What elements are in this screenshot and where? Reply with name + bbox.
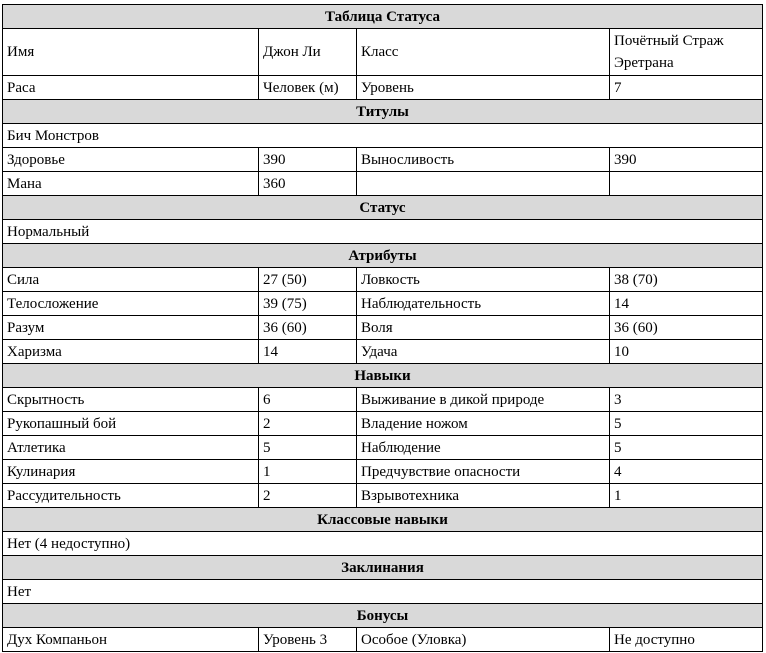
race-value: Человек (м)	[259, 76, 357, 100]
section-header-bonuses	[3, 604, 763, 628]
table-row	[3, 220, 763, 244]
skill-label: Выживание в дикой природе	[357, 388, 610, 412]
attribute-value: 36 (60)	[259, 316, 357, 340]
skill-value: 6	[259, 388, 357, 412]
attribute-value: 38 (70)	[610, 268, 763, 292]
skill-value: 4	[610, 460, 763, 484]
attribute-value: 39 (75)	[259, 292, 357, 316]
table-row	[3, 340, 763, 364]
attribute-value: 36 (60)	[610, 316, 763, 340]
table-title: Таблица Статуса	[3, 5, 763, 29]
stamina-label: Выносливость	[357, 148, 610, 172]
table-row	[3, 124, 763, 148]
skill-value: 2	[259, 484, 357, 508]
section-header-titles	[3, 100, 763, 124]
skill-label: Кулинария	[3, 460, 259, 484]
health-label: Здоровье	[3, 148, 259, 172]
skill-label: Наблюдение	[357, 436, 610, 460]
class-label: Класс	[357, 29, 610, 76]
bonuses-header: Бонусы	[3, 604, 763, 628]
empty-cell	[357, 172, 610, 196]
attribute-value: 14	[610, 292, 763, 316]
class-value: Почётный Страж Эретрана	[610, 29, 763, 76]
status-table	[2, 4, 763, 652]
attribute-label: Удача	[357, 340, 610, 364]
table-row	[3, 628, 763, 652]
section-header-skills	[3, 364, 763, 388]
attribute-value: 27 (50)	[259, 268, 357, 292]
skill-value: 5	[610, 436, 763, 460]
table-row	[3, 436, 763, 460]
table-row	[3, 316, 763, 340]
stamina-value: 390	[610, 148, 763, 172]
table-row	[3, 29, 763, 76]
name-value: Джон Ли	[259, 29, 357, 76]
status-value: Нормальный	[3, 220, 763, 244]
spells-header: Заклинания	[3, 556, 763, 580]
attribute-label: Телосложение	[3, 292, 259, 316]
table-row	[3, 172, 763, 196]
table-row	[3, 268, 763, 292]
health-value: 390	[259, 148, 357, 172]
table-row	[3, 148, 763, 172]
level-label: Уровень	[357, 76, 610, 100]
spells-value: Нет	[3, 580, 763, 604]
bonus-value: Уровень 3	[259, 628, 357, 652]
section-header-attributes	[3, 244, 763, 268]
skill-label: Владение ножом	[357, 412, 610, 436]
table-row	[3, 460, 763, 484]
titles-header: Титулы	[3, 100, 763, 124]
class-skills-header: Классовые навыки	[3, 508, 763, 532]
status-header: Статус	[3, 196, 763, 220]
attribute-label: Харизма	[3, 340, 259, 364]
skill-label: Скрытность	[3, 388, 259, 412]
skill-value: 5	[610, 412, 763, 436]
skill-label: Предчувствие опасности	[357, 460, 610, 484]
table-row	[3, 484, 763, 508]
bonus-value: Не доступно	[610, 628, 763, 652]
section-header-status	[3, 196, 763, 220]
skill-label: Атлетика	[3, 436, 259, 460]
skill-label: Рассудительность	[3, 484, 259, 508]
mana-label: Мана	[3, 172, 259, 196]
skill-value: 1	[610, 484, 763, 508]
attribute-label: Ловкость	[357, 268, 610, 292]
section-header-spells	[3, 556, 763, 580]
table-row	[3, 532, 763, 556]
attribute-value: 14	[259, 340, 357, 364]
bonus-label: Дух Компаньон	[3, 628, 259, 652]
table-row	[3, 412, 763, 436]
skill-value: 5	[259, 436, 357, 460]
skill-value: 3	[610, 388, 763, 412]
level-value: 7	[610, 76, 763, 100]
table-row	[3, 580, 763, 604]
skills-header: Навыки	[3, 364, 763, 388]
title-row	[3, 5, 763, 29]
attribute-label: Сила	[3, 268, 259, 292]
class-skills-value: Нет (4 недоступно)	[3, 532, 763, 556]
table-row	[3, 388, 763, 412]
attribute-label: Наблюдательность	[357, 292, 610, 316]
skill-label: Рукопашный бой	[3, 412, 259, 436]
table-row	[3, 76, 763, 100]
mana-value: 360	[259, 172, 357, 196]
titles-value: Бич Монстров	[3, 124, 763, 148]
name-label: Имя	[3, 29, 259, 76]
section-header-class-skills	[3, 508, 763, 532]
table-row	[3, 292, 763, 316]
race-label: Раса	[3, 76, 259, 100]
bonus-label: Особое (Уловка)	[357, 628, 610, 652]
attribute-value: 10	[610, 340, 763, 364]
attributes-header: Атрибуты	[3, 244, 763, 268]
attribute-label: Воля	[357, 316, 610, 340]
skill-value: 2	[259, 412, 357, 436]
attribute-label: Разум	[3, 316, 259, 340]
skill-label: Взрывотехника	[357, 484, 610, 508]
empty-cell	[610, 172, 763, 196]
skill-value: 1	[259, 460, 357, 484]
